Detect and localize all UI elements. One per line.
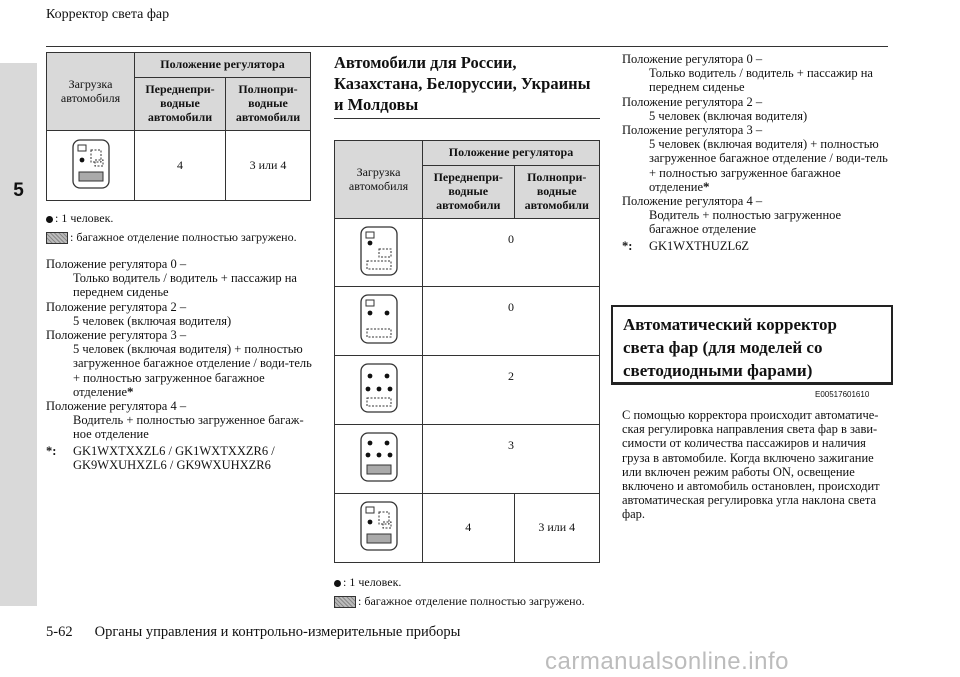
- table-row: [335, 425, 600, 494]
- left-positions: [46, 257, 314, 472]
- table-row: [335, 287, 600, 356]
- position-label: Положение регулятора 0 –: [46, 257, 187, 271]
- watermark: carmanualsonline.info: [545, 648, 789, 675]
- position-label: Положение регулятора 3 –: [46, 328, 187, 343]
- position-desc: Водитель + полностью загруженное багаж-ное отделение: [73, 413, 304, 442]
- position-value: 0: [423, 287, 600, 356]
- legend-cargo: : багажное отделение полностью загружено.: [334, 594, 585, 608]
- position-label: Положение регулятора 3 –: [622, 123, 763, 138]
- table-row: [335, 219, 600, 287]
- section-rule: [334, 118, 600, 119]
- position-label: Положение регулятора 2 –: [622, 94, 763, 109]
- car-driver-only-icon: [359, 225, 399, 277]
- person-dot-icon: [334, 580, 341, 587]
- position-desc: 5 человек (включая водителя) + полностью загруженное багажное отделение / води-тель + полностью загруженное багажное отделение*: [649, 137, 888, 194]
- position-desc: Только водитель / водитель + пассажир на переднем сиденье: [73, 271, 297, 300]
- footnote-star: *: [703, 178, 710, 194]
- position-desc: 5 человек (включая водителя): [649, 108, 808, 123]
- legend-person: : 1 человек.: [46, 211, 113, 225]
- header-awd: Полнопри-водные автомобили: [226, 78, 311, 131]
- middle-section-title: Автомобили для России, Казахстана, Белоруссии, Украины и Молдовы: [334, 53, 591, 114]
- position-desc: Только водитель / водитель + пассажир на переднем сиденье: [649, 66, 873, 95]
- right-positions: [622, 52, 890, 253]
- position-label: Положение регулятора 0 –: [622, 52, 763, 66]
- header-rule: [46, 46, 888, 47]
- cargo-swatch-icon: [334, 596, 356, 608]
- auto-leveling-section-title: Автоматический корректор света фар (для моделей со светодиодными фарами): [611, 305, 893, 385]
- header-load: Загрузка автомобиля: [335, 141, 423, 219]
- page-header-title: Корректор света фар: [46, 7, 170, 22]
- car-five-persons-icon: [359, 362, 399, 414]
- load-diagram-cell: [47, 131, 135, 201]
- load-position-table-middle: [334, 140, 600, 563]
- left-footnote: *: GK1WXTXXZL6 / GK1WXTXXZR6 / GK9WXUHXZL6 / GK9WXUHXZR6: [46, 443, 275, 472]
- car-driver-cargo-icon: [359, 500, 399, 552]
- chapter-sidebar: [0, 63, 37, 606]
- position-label: Положение регулятора 4 –: [46, 399, 187, 414]
- header-awd: Полнопри-водные автомобили: [514, 166, 600, 219]
- table-row: [335, 356, 600, 425]
- table-row: [335, 494, 600, 563]
- position-desc: 5 человек (включая водителя) + полностью загруженное багажное отделение / води-тель + полностью загруженное багажное отделение*: [73, 342, 312, 399]
- awd-value: 3 или 4: [514, 494, 600, 563]
- page-footer: [46, 624, 460, 641]
- car-load-diagram-icon: [71, 138, 111, 190]
- car-five-persons-cargo-icon: [359, 431, 399, 483]
- position-label: Положение регулятора 2 –: [46, 299, 187, 314]
- position-value: 0: [423, 219, 600, 287]
- right-footnote: *: GK1WXTHUZL6Z: [622, 238, 749, 253]
- position-value: 3: [423, 425, 600, 494]
- header-fwd: Переднепри-водные автомобили: [423, 166, 515, 219]
- fwd-value: 4: [135, 131, 226, 201]
- header-position: Положение регулятора: [135, 53, 311, 78]
- position-label: Положение регулятора 4 –: [622, 194, 763, 209]
- footer-chapter-title: Органы управления и контрольно-измерительные приборы: [94, 624, 461, 640]
- load-position-table-left: [46, 52, 311, 201]
- position-value: 2: [423, 356, 600, 425]
- person-dot-icon: [46, 216, 53, 223]
- cargo-swatch-icon: [46, 232, 68, 244]
- footnote-star: *: [127, 383, 134, 399]
- position-desc: Водитель + полностью загруженное багажное отделение: [649, 208, 842, 237]
- fwd-value: 4: [423, 494, 515, 563]
- position-desc: 5 человек (включая водителя): [73, 313, 232, 328]
- page-number: 5-62: [46, 624, 73, 640]
- legend-cargo: : багажное отделение полностью загружено.: [46, 230, 297, 244]
- legend-person: : 1 человек.: [334, 575, 401, 589]
- awd-value: 3 или 4: [226, 131, 311, 201]
- header-position: Положение регулятора: [423, 141, 600, 166]
- section-code: E00517601610: [815, 390, 870, 399]
- table-row: [47, 131, 311, 201]
- header-fwd: Переднепри-водные автомобили: [135, 78, 226, 131]
- header-load: Загрузка автомобиля: [47, 53, 135, 131]
- car-driver-passenger-icon: [359, 293, 399, 345]
- chapter-number: 5: [13, 180, 24, 201]
- auto-leveling-description: С помощью корректора происходит автоматиче-ская регулировка направления света фар в зави-симости от количества пассажиров и наличия груза в автомобиле. Когда включено зажигание или включен режим работы ON, освещение включено и автомобиль остановлен, происходит автоматическая регулировка угла наклона света фар.: [622, 408, 880, 522]
